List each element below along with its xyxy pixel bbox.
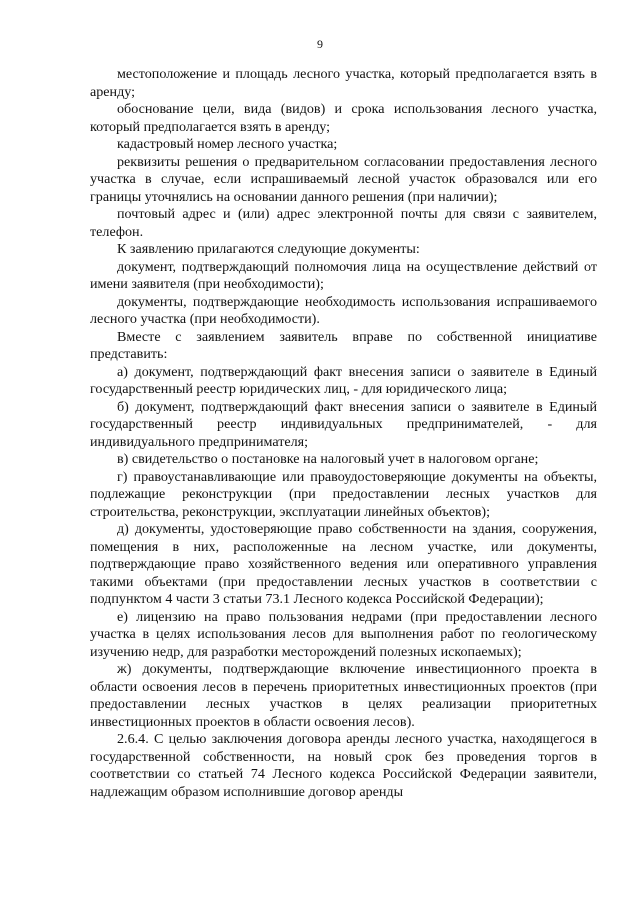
paragraph-optional-documents-heading: Вместе с заявлением заявитель вправе по собственной инициативе представить: bbox=[90, 328, 597, 362]
paragraph-purpose-justification: обоснование цели, вида (видов) и срока использования лесного участка, который предполагается взять в аренду; bbox=[90, 101, 597, 135]
list-item-zh: ж) документы, подтверждающие включение инвестиционного проекта в области освоения лесов в перечень приоритетных инвестиционных проектов (при предоставлении лесных участков в целях реализации приоритетных инвестиционных проектов в области освоения лесов). bbox=[90, 661, 597, 730]
paragraph-necessity-documents: документы, подтверждающие необходимость использования испрашиваемого лесного участка (при необходимости). bbox=[90, 293, 597, 327]
page-number: 9 bbox=[317, 37, 323, 51]
paragraph-preliminary-decision: реквизиты решения о предварительном согласовании предоставления лесного участка в случае, если испрашиваемый лесной участок образовался или его границы уточнялись на основании данного решения (при наличии); bbox=[90, 153, 597, 205]
paragraph-section-2-6-4: 2.6.4. С целью заключения договора аренды лесного участка, находящегося в государственной собственности, на новый срок без проведения торгов в соответствии со статьей 74 Лесного кодекса Российской Федерации заявители, надлежащим образом исполнившие договор аренды bbox=[90, 731, 597, 800]
list-item-e: е) лицензию на право пользования недрами (при предоставлении лесного участка в целях использования лесов для выполнения работ по геологическому изучению недр, для разработки месторождений полезных ископаемых); bbox=[90, 608, 597, 660]
list-item-b: б) документ, подтверждающий факт внесения записи о заявителе в Единый государственный реестр индивидуальных предпринимателей, - для индивидуального предпринимателя; bbox=[90, 398, 597, 450]
paragraph-attached-documents-heading: К заявлению прилагаются следующие документы: bbox=[117, 241, 420, 257]
paragraph-contact-address: почтовый адрес и (или) адрес электронной почты для связи с заявителем, телефон. bbox=[90, 206, 597, 240]
list-item-v: в) свидетельство о постановке на налоговый учет в налоговом органе; bbox=[117, 451, 539, 467]
paragraph-authority-document: документ, подтверждающий полномочия лица на осуществление действий от имени заявителя (при необходимости); bbox=[90, 258, 597, 292]
list-item-d: д) документы, удостоверяющие право собственности на здания, сооружения, помещения в них, расположенные на лесном участке, или документы, подтверждающие право хозяйственного ведения или оперативного управления такими объектами (при предоставлении лесных участков в соответствии с подпунктом 4 части 3 статьи 73.1 Лесного кодекса Российской Федерации); bbox=[90, 521, 597, 607]
paragraph-location-area: местоположение и площадь лесного участка, который предполагается взять в аренду; bbox=[90, 66, 597, 100]
list-item-g: г) правоустанавливающие или правоудостоверяющие документы на объекты, подлежащие реконструкции (при предоставлении лесных участков для строительства, реконструкции, эксплуатации линейных объектов); bbox=[90, 468, 597, 520]
list-item-a: а) документ, подтверждающий факт внесения записи о заявителе в Единый государственный реестр юридических лиц, - для юридического лица; bbox=[90, 363, 597, 397]
document-body bbox=[90, 66, 597, 801]
paragraph-cadastral-number: кадастровый номер лесного участка; bbox=[117, 136, 338, 152]
